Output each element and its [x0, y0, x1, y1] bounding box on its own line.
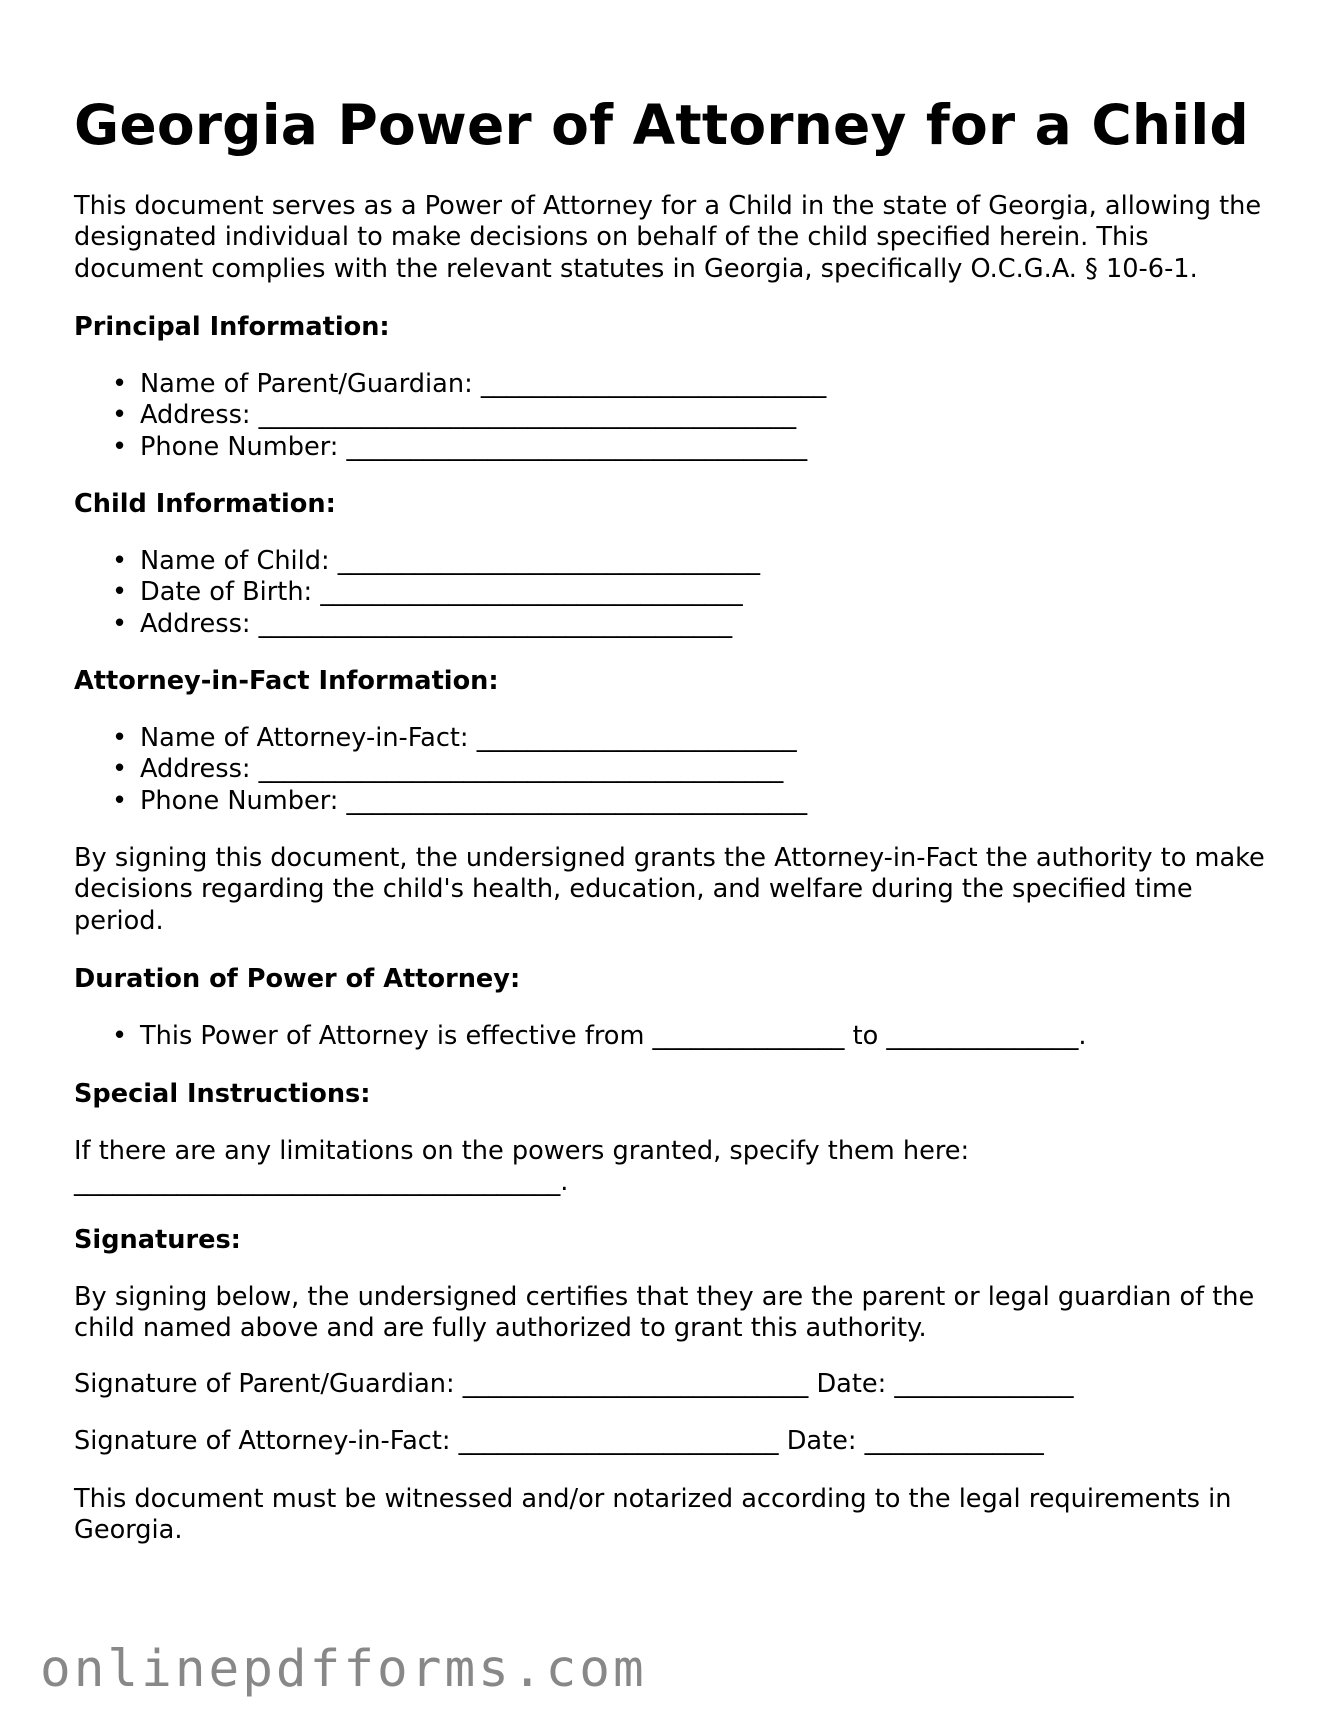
- duration-heading: Duration of Power of Attorney:: [74, 964, 521, 994]
- special-paragraph: [74, 1136, 1269, 1199]
- list-item[interactable]: • Name of Parent/Guardian: ___________________________: [112, 369, 827, 399]
- attorney-heading: Attorney-in-Fact Information:: [74, 666, 499, 696]
- list-item[interactable]: • Address: __________________________________________: [112, 400, 797, 431]
- list-item[interactable]: • Phone Number: ____________________________________: [112, 785, 808, 816]
- bullet-icon: •: [112, 785, 128, 816]
- notice-paragraph: This document must be witnessed and/or notarized according to the legal requirements in Georgia.: [74, 1484, 1232, 1546]
- list-item[interactable]: • Name of Child: _________________________________: [112, 546, 761, 576]
- bullet-icon: •: [112, 577, 128, 608]
- parent-signature-line[interactable]: Signature of Parent/Guardian: ___________________________ Date: ______________: [74, 1369, 1074, 1399]
- intro-paragraph: This document serves as a Power of Attorney for a Child in the state of Georgia, allowing the designated individual to make decisions on behalf of the child specified herein. This document complies with the relevant statutes in Georgia, specifically O.C.G.A. § 10-6-1.: [74, 191, 1262, 284]
- signatures-paragraph: By signing below, the undersigned certifies that they are the parent or legal guardian of the child named above and are fully authorized to grant this authority.: [74, 1282, 1255, 1344]
- duration-fields: [74, 1021, 1087, 1052]
- bullet-icon: •: [112, 431, 128, 462]
- signatures-heading: Signatures:: [74, 1225, 241, 1255]
- list-item[interactable]: • Phone Number: ____________________________________: [112, 431, 808, 462]
- bullet-icon: •: [112, 369, 128, 399]
- grant-paragraph: By signing this document, the undersigned grants the Attorney-in-Fact the authority to make decisions regarding the child's health, education, and welfare during the specified time period.: [74, 843, 1265, 936]
- bullet-icon: •: [112, 754, 128, 785]
- attorney-signature-line[interactable]: Signature of Attorney-in-Fact: _________________________ Date: ______________: [74, 1426, 1044, 1456]
- watermark: onlinepdfforms.com: [40, 1640, 647, 1699]
- list-item[interactable]: • This Power of Attorney is effective from _______________ to _______________.: [112, 1021, 1087, 1051]
- list-item[interactable]: • Address: _____________________________________: [112, 608, 733, 639]
- attorney-fields: [74, 723, 807, 817]
- page-title: Georgia Power of Attorney for a Child: [74, 93, 1249, 157]
- child-heading: Child Information:: [74, 489, 336, 519]
- special-text: If there are any limitations on the powers granted, specify them here:: [74, 1136, 970, 1166]
- list-item[interactable]: • Name of Attorney-in-Fact: _________________________: [112, 723, 797, 753]
- bullet-icon: •: [112, 400, 128, 431]
- principal-heading: Principal Information:: [74, 312, 390, 342]
- list-item[interactable]: • Address: _________________________________________: [112, 754, 784, 785]
- child-fields: [74, 546, 760, 640]
- bullet-icon: •: [112, 1021, 128, 1051]
- special-heading: Special Instructions:: [74, 1079, 371, 1109]
- list-item[interactable]: • Date of Birth: _________________________________: [112, 577, 743, 608]
- bullet-icon: •: [112, 723, 128, 753]
- principal-fields: [74, 369, 826, 463]
- bullet-icon: •: [112, 608, 128, 639]
- special-blank[interactable]: ______________________________________.: [74, 1167, 569, 1198]
- bullet-icon: •: [112, 546, 128, 576]
